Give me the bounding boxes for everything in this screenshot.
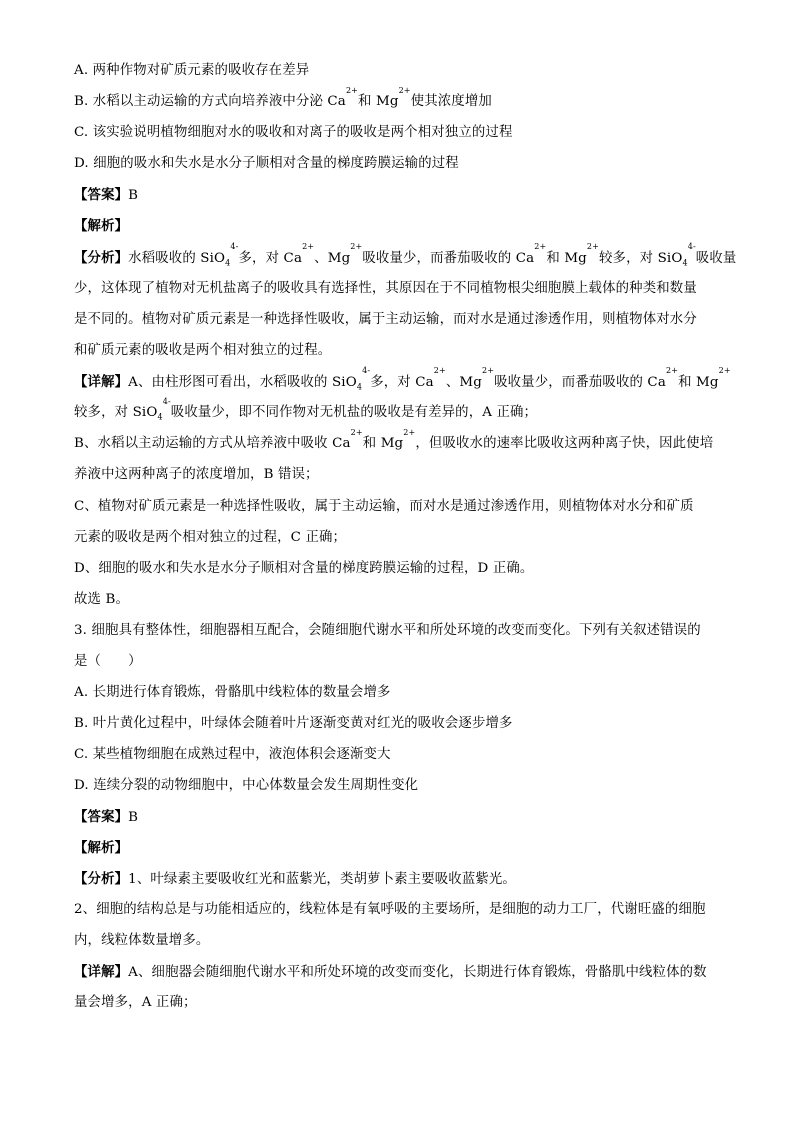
text-line — [74, 280, 697, 298]
text-line — [74, 155, 459, 173]
text-run: 量会增多，A 正确； — [74, 995, 197, 1010]
text-run: 1、叶绿素主要吸收红光和蓝紫光，类胡萝卜素主要吸收蓝紫光。 — [128, 872, 516, 887]
text-run: 和 Mg — [362, 436, 404, 451]
text-line — [74, 529, 346, 547]
text-line — [74, 715, 513, 733]
text-run: 吸收量少，即不同作物对无机盐的吸收是有差异的，A 正确； — [170, 405, 538, 420]
text-run: D. 连续分裂的动物细胞中，中心体数量会发生周期性变化 — [74, 778, 419, 793]
text-run: B. 水稻以主动运输的方式向培养液中分泌 Ca — [74, 94, 346, 109]
text-line — [74, 591, 129, 609]
subscript: 4 — [356, 382, 363, 392]
section-label: 【详解】 — [74, 964, 129, 980]
text-run: 水稻吸收的 SiO — [128, 251, 226, 266]
text-line — [74, 870, 516, 888]
superscript: 2+ — [718, 366, 731, 375]
text-run: A. 两种作物对矿质元素的吸收存在差异 — [74, 63, 310, 78]
superscript: 2+ — [481, 366, 495, 375]
text-run: 多，对 Ca — [370, 375, 434, 390]
text-run: C. 该实验说明植物细胞对水的吸收和对离子的吸收是两个相对独立的过程 — [74, 125, 513, 140]
text-run: B. 叶片黄化过程中，叶绿体会随着叶片逐渐变黄对红光的吸收会逐步增多 — [74, 716, 513, 731]
text-run: ，但吸收水的速率比吸收这两种离子快，因此使培 — [415, 436, 714, 451]
text-line — [74, 242, 737, 268]
text-run: 较多，对 SiO — [74, 405, 158, 420]
text-run: 、Mg — [314, 251, 351, 266]
text-run: 是（ ） — [74, 654, 142, 669]
text-run: C、植物对矿质元素是一种选择性吸收，属于主动运输，而对水是通过渗透作用，则植物体对水分和矿质 — [74, 499, 694, 514]
superscript: 4- — [687, 242, 696, 251]
superscript: 4- — [230, 242, 239, 251]
text-run: 和 Mg — [678, 375, 719, 390]
text-line — [74, 560, 533, 578]
text-line — [74, 428, 714, 453]
superscript: 2+ — [586, 242, 599, 251]
section-label: 【答案】 — [74, 809, 129, 825]
text-run: 2、细胞的结构总是与功能相适应的，线粒体是有氧呼吸的主要场所，是细胞的动力工厂，代谢旺盛的细胞 — [74, 902, 706, 917]
text-run: 多，对 Ca — [238, 251, 303, 266]
text-run: 和 Mg — [358, 94, 399, 109]
text-line — [74, 622, 701, 640]
text-run: 较多，对 SiO — [599, 251, 683, 266]
subscript: 4 — [682, 258, 688, 268]
text-line — [74, 311, 697, 329]
text-line — [74, 466, 319, 484]
text-line — [74, 963, 707, 981]
text-line — [74, 397, 538, 422]
text-run: 吸收量少，而番茄吸收的 Ca — [494, 375, 666, 390]
superscript: 2+ — [302, 242, 315, 251]
text-run: 故选 B。 — [74, 592, 130, 607]
text-run: D、细胞的吸水和失水是水分子顺相对含量的梯度跨膜运输的过程，D 正确。 — [74, 561, 534, 576]
text-line — [74, 901, 706, 919]
subscript: 4 — [157, 412, 163, 422]
text-line — [74, 498, 694, 516]
text-line — [74, 932, 209, 950]
text-line — [74, 62, 309, 80]
text-line — [74, 994, 197, 1012]
text-line — [74, 366, 731, 392]
text-run: 和矿质元素的吸收是两个相对独立的过程。 — [74, 343, 332, 358]
superscript: 2+ — [350, 242, 363, 251]
text-line — [74, 684, 391, 702]
text-run: 元素的吸收是两个相对独立的过程，C 正确； — [74, 530, 347, 545]
text-run: 吸收量 — [695, 251, 737, 266]
text-line — [74, 808, 138, 826]
section-label: 【分析】 — [74, 871, 129, 887]
text-run: 吸收量少，而番茄吸收的 Ca — [362, 251, 535, 266]
superscript: 2+ — [665, 366, 679, 375]
text-line — [74, 86, 492, 111]
section-label: 【解析】 — [74, 840, 129, 856]
section-label: 【详解】 — [74, 374, 129, 390]
section-label: 【解析】 — [74, 218, 129, 234]
text-line — [74, 653, 142, 671]
text-run: A、细胞器会随细胞代谢水平和所处环境的改变而变化，长期进行体育锻炼，骨骼肌中线粒体的数 — [128, 965, 707, 980]
text-run: B — [128, 810, 139, 825]
text-run: D. 细胞的吸水和失水是水分子顺相对含量的梯度跨膜运输的过程 — [74, 156, 459, 171]
superscript: 2+ — [350, 428, 363, 437]
text-run: 是不同的。植物对矿质元素是一种选择性吸收，属于主动运输，而对水是通过渗透作用，则植物体对水分 — [74, 312, 697, 327]
text-line — [74, 217, 128, 235]
text-run: A、由柱形图可看出，水稻吸收的 SiO — [128, 375, 357, 390]
text-run: 内，线粒体数量增多。 — [74, 933, 210, 948]
text-run: 3. 细胞具有整体性，细胞器相互配合，会随细胞代谢水平和所处环境的改变而变化。下列有关叙述错误的 — [74, 623, 701, 638]
superscript: 2+ — [345, 86, 359, 95]
text-run: B — [128, 188, 139, 203]
section-label: 【分析】 — [74, 250, 129, 266]
text-line — [74, 839, 128, 857]
superscript: 4- — [162, 397, 171, 406]
subscript: 4 — [225, 258, 231, 268]
text-line — [74, 186, 138, 204]
text-line — [74, 777, 418, 795]
text-run: C. 某些植物细胞在成熟过程中，液泡体积会逐渐变大 — [74, 747, 391, 762]
superscript: 2+ — [403, 428, 416, 437]
text-run: 使其浓度增加 — [410, 94, 492, 109]
text-line — [74, 124, 513, 142]
superscript: 2+ — [398, 86, 411, 95]
text-run: B、水稻以主动运输的方式从培养液中吸收 Ca — [74, 436, 351, 451]
text-line — [74, 746, 391, 764]
text-run: 、Mg — [445, 375, 482, 390]
text-line — [74, 342, 331, 360]
text-run: 少，这体现了植物对无机盐离子的吸收具有选择性，其原因在于不同植物根尖细胞膜上载体的种类和数量 — [74, 281, 697, 296]
superscript: 2+ — [534, 242, 547, 251]
text-run: 养液中这两种离子的浓度增加，B 错误； — [74, 467, 319, 482]
superscript: 4- — [362, 366, 371, 375]
section-label: 【答案】 — [74, 187, 129, 203]
text-run: A. 长期进行体育锻炼，骨骼肌中线粒体的数量会增多 — [74, 685, 391, 700]
superscript: 2+ — [433, 366, 446, 375]
text-run: 和 Mg — [546, 251, 587, 266]
